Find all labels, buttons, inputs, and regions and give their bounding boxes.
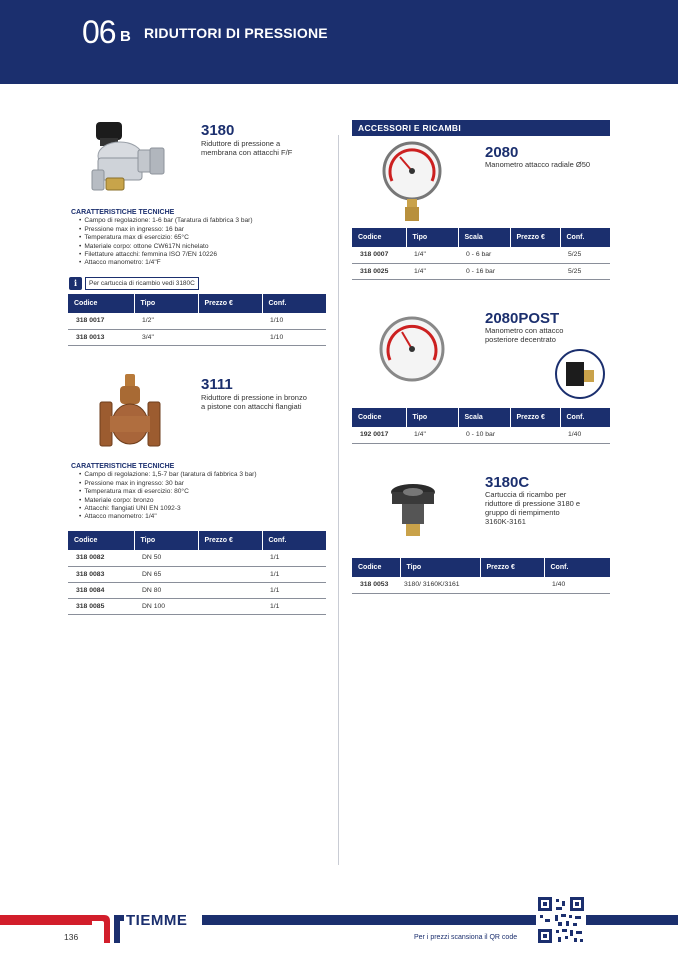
cell-price — [198, 582, 262, 598]
col-header: Conf. — [544, 558, 610, 577]
product-desc-3180-line1: Riduttore di pressione a — [201, 139, 281, 148]
product-code-2080post: 2080POST — [485, 310, 560, 327]
cell-conf: 1/1 — [262, 582, 326, 598]
col-header: Prezzo € — [198, 531, 262, 550]
price-table-3180c — [352, 558, 610, 594]
product-image-2080post — [378, 316, 448, 382]
page-header — [0, 0, 678, 84]
spec-item: • Attacco manometro: 1/4"F — [79, 259, 253, 267]
col-header: Scala — [458, 228, 510, 247]
product-desc-3180c-line1: Cartuccia di ricambo per — [485, 490, 567, 499]
spec-item: • Temperatura max di esercizio: 80°C — [79, 488, 257, 496]
cell-conf: 1/1 — [262, 598, 326, 614]
spec-item: • Pressione max in ingresso: 30 bar — [79, 480, 257, 488]
spec-item: • Campo di regolazione: 1-6 bar (Taratura di fabbrica 3 bar) — [79, 217, 253, 225]
price-table-2080post — [352, 408, 610, 444]
cell-type: DN 50 — [134, 550, 198, 566]
page-number: 136 — [64, 932, 79, 942]
spec-item: • Pressione max in ingresso: 16 bar — [79, 226, 253, 234]
table-row — [352, 577, 610, 593]
cell-code: 318 0085 — [68, 598, 134, 614]
col-header: Conf. — [262, 531, 326, 550]
col-header: Tipo — [134, 531, 198, 550]
specs-title: CARATTERISTICHE TECNICHE — [71, 209, 175, 216]
table-row — [68, 329, 326, 345]
table-row — [68, 566, 326, 582]
note-text: Per cartuccia di ricambio vedi 3180C — [85, 277, 199, 290]
col-header: Prezzo € — [198, 294, 262, 313]
product-desc-3180-line2: membrana con attacchi F/F — [201, 148, 293, 157]
table-row — [68, 550, 326, 566]
col-header: Tipo — [406, 228, 458, 247]
product-desc-3111-line2: a pistone con attacchi flangiati — [201, 402, 302, 411]
cell-type: 3/4" — [134, 329, 198, 345]
product-image-2080 — [382, 141, 442, 223]
product-desc-3180c-line3: gruppo di riempimento — [485, 508, 560, 517]
cell-type: DN 100 — [134, 598, 198, 614]
table-row — [68, 313, 326, 329]
product-image-3180 — [84, 120, 174, 198]
chapter-number: 06 — [82, 14, 116, 50]
spec-item: • Filettature attacchi: femmina ISO 7/EN 10226 — [79, 251, 253, 259]
col-header: Codice — [352, 558, 400, 577]
cell-price — [510, 427, 560, 443]
product-code-3111: 3111 — [201, 376, 233, 393]
col-header: Prezzo € — [510, 228, 560, 247]
product-image-3111 — [98, 372, 164, 458]
cell-code: 318 0007 — [352, 247, 406, 263]
cell-conf: 1/10 — [262, 329, 326, 345]
cell-scale: 0 - 16 bar — [458, 263, 510, 279]
table-row — [68, 582, 326, 598]
specs-3180 — [71, 209, 253, 268]
table-row — [352, 247, 610, 263]
cell-code: 318 0025 — [352, 263, 406, 279]
cell-price — [510, 247, 560, 263]
product-desc-2080: Manometro attacco radiale Ø50 — [485, 160, 591, 169]
cell-conf: 1/1 — [262, 550, 326, 566]
cell-code: 318 0083 — [68, 566, 134, 582]
table-row — [68, 598, 326, 614]
cell-type: DN 80 — [134, 582, 198, 598]
product-code-3180: 3180 — [201, 122, 235, 139]
specs-title: CARATTERISTICHE TECNICHE — [71, 463, 175, 470]
cartridge-note — [69, 277, 199, 290]
brand-logo-mark — [84, 913, 124, 945]
cell-conf: 5/25 — [560, 247, 610, 263]
table-header-row — [68, 294, 326, 313]
col-header: Tipo — [134, 294, 198, 313]
col-header: Conf. — [262, 294, 326, 313]
footer-blue-bar — [202, 915, 678, 925]
cell-type: 3180/ 3160K/3161 — [400, 577, 480, 593]
cell-type: 1/4" — [406, 427, 458, 443]
cell-code: 318 0082 — [68, 550, 134, 566]
cell-type: DN 65 — [134, 566, 198, 582]
product-desc-2080post-line2: posteriore decentrato — [485, 335, 556, 344]
table-header-row — [352, 408, 610, 427]
brand-name: TIEMME — [126, 912, 188, 929]
specs-3111 — [71, 463, 257, 522]
table-header-row — [352, 228, 610, 247]
cell-code: 318 0017 — [68, 313, 134, 329]
product-code-2080: 2080 — [485, 144, 519, 161]
cell-price — [198, 566, 262, 582]
col-header: Conf. — [560, 408, 610, 427]
cell-price — [198, 313, 262, 329]
cell-code: 318 0013 — [68, 329, 134, 345]
cell-price — [510, 263, 560, 279]
product-desc-3111-line1: Riduttore di pressione in bronzo — [201, 393, 307, 402]
product-desc-3180c-line2: riduttore di pressione 3180 e — [485, 499, 581, 508]
col-header: Codice — [68, 294, 134, 313]
section-title-accessories: ACCESSORI E RICAMBI — [352, 120, 610, 136]
cell-price — [198, 598, 262, 614]
product-image-3180c — [388, 482, 438, 538]
cell-price — [198, 550, 262, 566]
spec-item: • Temperatura max di esercizio: 65°C — [79, 234, 253, 242]
cell-scale: 0 - 10 bar — [458, 427, 510, 443]
qr-code-icon[interactable] — [536, 895, 586, 945]
cell-conf: 1/10 — [262, 313, 326, 329]
cell-conf: 1/40 — [560, 427, 610, 443]
cell-code: 318 0084 — [68, 582, 134, 598]
product-desc-3180c-line4: 3160K-3161 — [485, 517, 526, 526]
price-table-3180 — [68, 294, 326, 346]
cell-conf: 5/25 — [560, 263, 610, 279]
column-divider — [338, 135, 339, 865]
spec-item: • Materiale corpo: ottone CW617N nichelato — [79, 243, 253, 251]
footer-red-bar — [0, 915, 92, 925]
col-header: Prezzo € — [480, 558, 544, 577]
chapter-letter: B — [120, 28, 131, 45]
product-detail-inset-2080post — [554, 348, 606, 400]
col-header: Codice — [352, 228, 406, 247]
col-header: Conf. — [560, 228, 610, 247]
price-table-3111 — [68, 531, 326, 615]
spec-item: • Attacco manometro: 1/4" — [79, 513, 257, 521]
col-header: Scala — [458, 408, 510, 427]
cell-type: 1/4" — [406, 263, 458, 279]
cell-type: 1/2" — [134, 313, 198, 329]
col-header: Codice — [68, 531, 134, 550]
table-row — [352, 427, 610, 443]
price-table-2080 — [352, 228, 610, 280]
cell-conf: 1/1 — [262, 566, 326, 582]
qr-note: Per i prezzi scansiona il QR code — [414, 934, 518, 941]
cell-code: 318 0053 — [352, 577, 400, 593]
cell-price — [480, 577, 544, 593]
table-header-row — [352, 558, 610, 577]
cell-price — [198, 329, 262, 345]
spec-item: • Attacchi: flangiati UNI EN 1092-3 — [79, 505, 257, 513]
table-row — [352, 263, 610, 279]
col-header: Codice — [352, 408, 406, 427]
spec-item: • Campo di regolazione: 1,5-7 bar (taratura di fabbrica 3 bar) — [79, 471, 257, 479]
cell-conf: 1/40 — [544, 577, 610, 593]
cell-type: 1/4" — [406, 247, 458, 263]
col-header: Prezzo € — [510, 408, 560, 427]
table-header-row — [68, 531, 326, 550]
page-title: RIDUTTORI DI PRESSIONE — [144, 25, 328, 41]
product-desc-2080post-line1: Manometro con attacco — [485, 326, 564, 335]
cell-scale: 0 - 6 bar — [458, 247, 510, 263]
product-code-3180c: 3180C — [485, 474, 530, 491]
spec-item: • Materiale corpo: bronzo — [79, 497, 257, 505]
col-header: Tipo — [400, 558, 480, 577]
col-header: Tipo — [406, 408, 458, 427]
cell-code: 192 0017 — [352, 427, 406, 443]
info-icon: i — [69, 277, 82, 290]
